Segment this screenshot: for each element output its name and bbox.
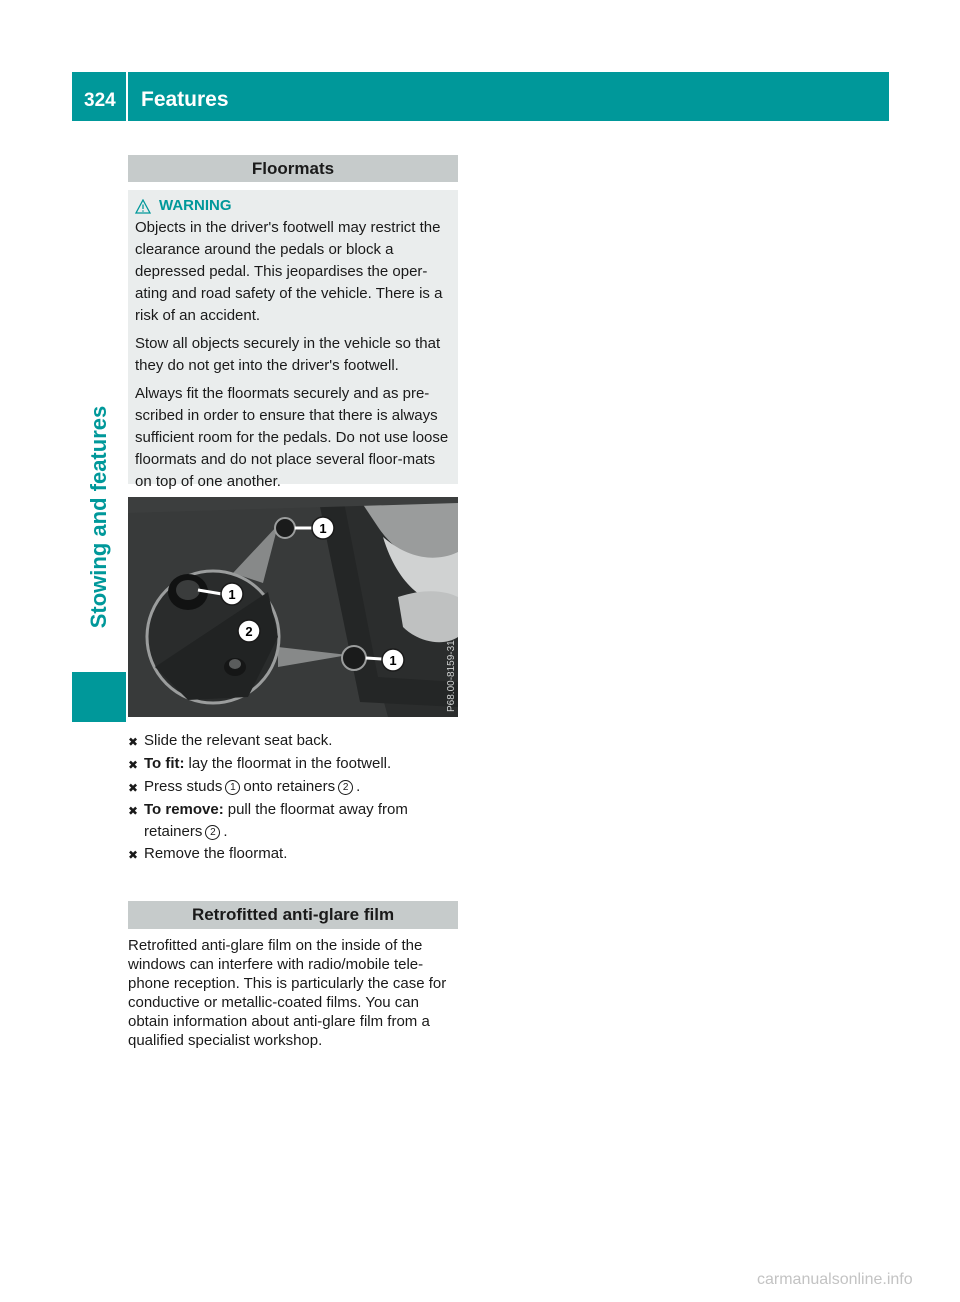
svg-text:2: 2: [245, 624, 253, 639]
warning-paragraph: Stow all objects securely in the vehicle so that they do not get into the driver's footwell.: [135, 335, 441, 374]
step-detail: onto retainers: [243, 778, 336, 795]
header-divider: [126, 72, 128, 121]
step-label: To remove:: [144, 801, 224, 818]
step-detail: .: [223, 823, 228, 840]
chapter-side-label: Stowing and features: [86, 405, 111, 629]
page-number: 324: [84, 90, 116, 111]
callout-2-marker: [238, 620, 260, 642]
callout-1-marker: [382, 649, 404, 671]
callout-1-marker: [221, 583, 243, 605]
image-code: P68.00-8159-31: [446, 640, 457, 712]
list-item: [128, 753, 463, 776]
warning-header: [135, 195, 452, 217]
floormat-illustration: [128, 497, 458, 717]
chapter-tab-marker: [72, 672, 126, 722]
step-arrow-icon: ✖: [128, 804, 139, 818]
list-item: [128, 799, 463, 843]
warning-triangle-icon: [135, 199, 151, 214]
list-item: [128, 843, 463, 866]
warning-paragraph: Always fit the floormats securely and as pre-scribed in order to ensure that there is always sufficient room for the pedals. Do not use loose floormats and do not place several floor-mats on top of one another.: [135, 385, 449, 490]
section-heading-antiglare: Retrofitted anti-glare film: [128, 901, 458, 929]
svg-text:1: 1: [228, 587, 236, 602]
step-text: Remove the floormat.: [144, 845, 288, 862]
list-item: [128, 730, 463, 753]
watermark: carmanualsonline.info: [757, 1271, 913, 1288]
instruction-list: [128, 730, 463, 866]
warning-title: WARNING: [159, 197, 232, 214]
warning-paragraph: Objects in the driver's footwell may restrict the clearance around the pedals or block a depressed pedal. This jeopardises the oper-ating and road safety of the vehicle. There is a risk of an accident.: [135, 219, 443, 324]
step-arrow-icon: ✖: [128, 758, 139, 772]
step-text: [144, 776, 360, 799]
step-label: To fit:: [144, 755, 185, 772]
step-text: [144, 799, 463, 843]
page-title: Features: [141, 88, 229, 111]
callout-1-marker: [312, 517, 334, 539]
callout-reference: 1: [225, 780, 240, 795]
step-detail: Press studs: [144, 778, 223, 795]
step-text: Slide the relevant seat back.: [144, 732, 333, 749]
step-detail: lay the floormat in the footwell.: [188, 755, 392, 772]
warning-box: [128, 190, 458, 490]
step-arrow-icon: ✖: [128, 735, 139, 749]
antiglare-paragraph: Retrofitted anti-glare film on the inside of the windows can interfere with radio/mobile tele-phone reception. This is particularly the case for conductive or metallic-coated films. You can obtain information about anti-glare film from a qualified specialist workshop.: [128, 937, 447, 1049]
section-heading-floormats: Floormats: [128, 155, 458, 182]
step-text: [144, 753, 391, 776]
step-arrow-icon: ✖: [128, 848, 139, 862]
callout-reference: 2: [338, 780, 353, 795]
svg-text:1: 1: [389, 653, 397, 668]
callout-reference: 2: [205, 825, 220, 840]
svg-text:1: 1: [319, 521, 327, 536]
step-arrow-icon: ✖: [128, 781, 139, 795]
step-detail: .: [356, 778, 361, 795]
list-item: [128, 776, 463, 799]
step-detail: pull the floormat away from retainers: [144, 801, 408, 840]
